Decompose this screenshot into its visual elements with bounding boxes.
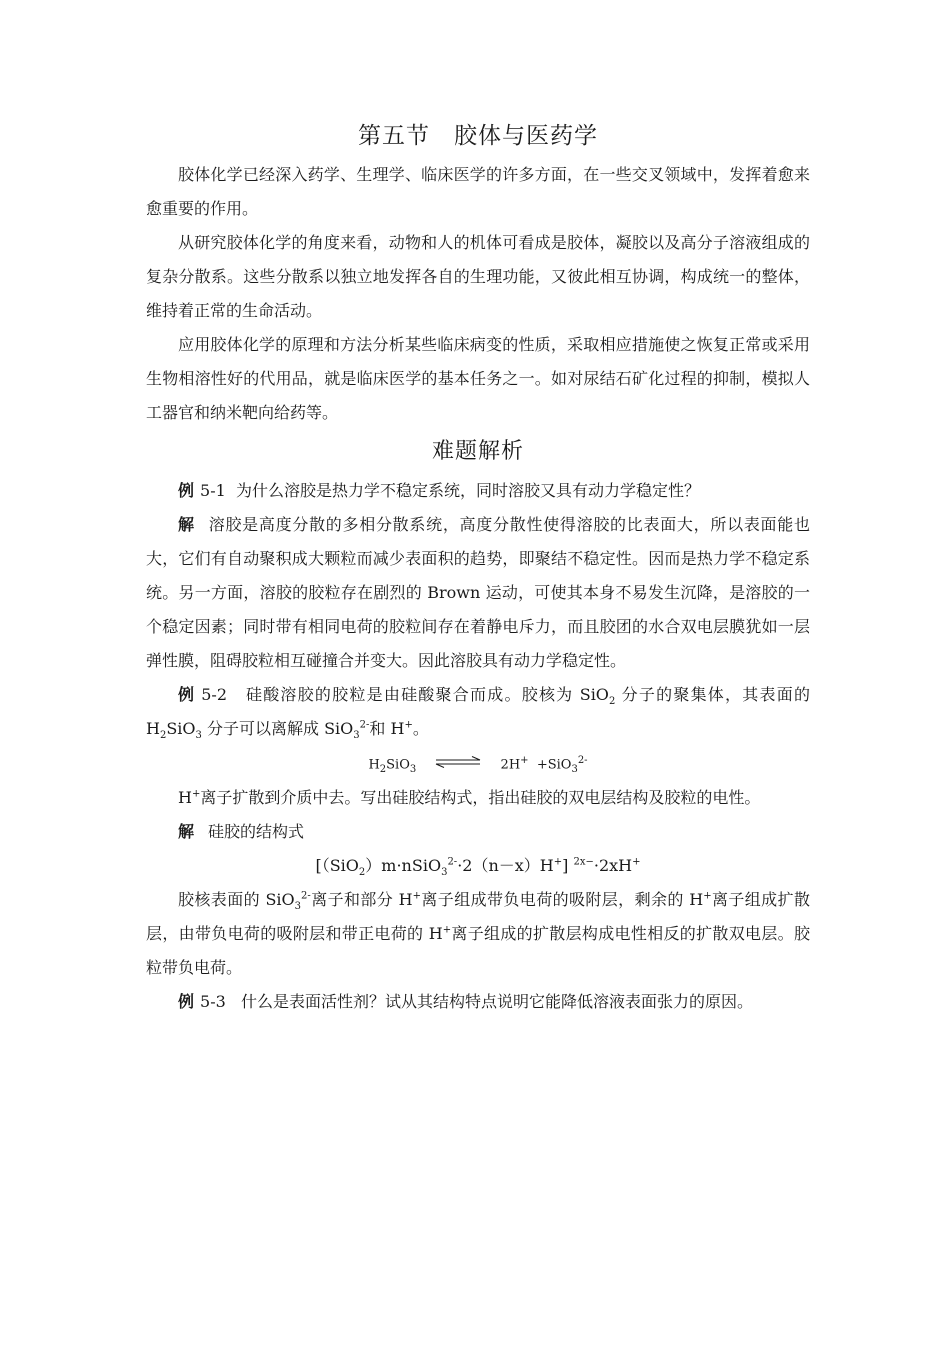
subscript: 2 — [379, 764, 387, 776]
question-text: 分子可以离解成 SiO — [201, 719, 354, 738]
section-title: 第五节 胶体与医药学 — [358, 123, 598, 149]
formula-term: [（SiO — [315, 855, 359, 875]
answer-text: 硅胶的结构式 — [208, 821, 305, 841]
equation-term: +SiO — [536, 757, 572, 773]
example-label: 例 — [178, 685, 196, 704]
superscript: + — [632, 856, 641, 868]
subscript: 3 — [195, 730, 202, 742]
superscript: 2- — [577, 755, 588, 767]
equation-term: H — [368, 757, 380, 773]
example-number: 5-3 — [200, 991, 226, 1011]
superscript: + — [442, 924, 452, 936]
example-5-2-answer — [146, 883, 810, 985]
formula-term: ·2xH — [593, 855, 633, 875]
superscript: + — [553, 856, 563, 868]
subscript: 3 — [441, 866, 448, 878]
superscript: 2- — [359, 719, 370, 731]
example-5-3-question — [146, 985, 810, 1019]
superscript: 2x− — [573, 856, 594, 868]
subscript: 2 — [159, 730, 167, 742]
example-label: 例 — [178, 991, 195, 1011]
formula-term: ] — [562, 855, 569, 875]
answer-text: 离子组成的扩散层构成电性相反的扩散双电层。胶粒带负电荷。 — [146, 923, 810, 977]
answer-label: 解 — [178, 821, 195, 841]
superscript: 2- — [447, 856, 458, 868]
subscript: 2 — [358, 866, 366, 878]
subsection-title: 难题解析 — [431, 439, 524, 464]
page-content — [146, 118, 810, 1019]
superscript: + — [404, 719, 413, 731]
example-question-text: 什么是表面活性剂？试从其结构特点说明它能降低溶液表面张力的原因。 — [241, 991, 754, 1011]
dissociation-equation — [146, 750, 810, 781]
intro-paragraph-2: 从研究胶体化学的角度来看，动物和人的机体可看成是胶体，凝胶以及高分子溶液组成的复杂分散系。这些分散系以独立地发挥各自的生理功能，又彼此相互协调，构成统一的整体，维持着正常的生命活动。 — [146, 233, 810, 320]
silica-gel-structure-formula — [146, 849, 810, 883]
example-number: 5-2 — [201, 685, 227, 704]
subscript: 2 — [608, 696, 616, 708]
example-question-text: 为什么溶胶是热力学不稳定系统，同时溶胶又具有动力学稳定性？ — [235, 481, 700, 500]
question-text: 。 — [412, 719, 429, 738]
example-5-2-answer-intro — [146, 815, 810, 849]
answer-text: 离子和部分 H — [310, 889, 413, 909]
example-5-1-question — [146, 474, 810, 508]
example-5-2-question-continued — [146, 781, 810, 815]
answer-label: 解 — [178, 515, 195, 534]
formula-term: ）m·nSiO — [365, 855, 442, 875]
intro-paragraph-3: 应用胶体化学的原理和方法分析某些临床病变的性质，采取相应措施使之恢复正常或采用生物相溶性好的代用品，就是临床医学的基本任务之一。如对尿结石矿化过程的抑制，模拟人工器官和纳米靶向给药等。 — [146, 335, 810, 422]
superscript: + — [191, 788, 201, 800]
question-text: 分子的聚集体，其表面的 H — [146, 685, 810, 738]
superscript: + — [412, 890, 422, 902]
answer-text: 离子组成带负电荷的吸附层，剩余的 H — [421, 889, 704, 909]
superscript: + — [520, 755, 529, 767]
superscript: 2- — [301, 890, 311, 902]
subscript: 3 — [294, 900, 302, 912]
example-number: 5-1 — [200, 481, 226, 500]
example-5-2-question — [146, 678, 810, 746]
example-label: 例 — [178, 481, 195, 500]
subscript: 3 — [571, 764, 578, 776]
answer-text: 溶胶是高度分散的多相分散系统，高度分散性使得溶胶的比表面大，所以表面能也大，它们有自动聚积成大颗粒而减少表面积的趋势，即聚结不稳定性。因而是热力学不稳定系统。另一方面，溶胶的胶粒存在剧烈的 Brown 运动，可使其本身不易发生沉降，是溶胶的一个稳定因素；同时带有相同电荷的胶粒间存在着静电斥力，而且胶团的水合双电层膜犹如一层弹性膜，阻碍胶粒相互碰撞合并变大。因此溶胶具有动力学稳定性。 — [146, 515, 810, 670]
subscript: 3 — [409, 764, 417, 776]
subscript: 3 — [353, 730, 360, 742]
answer-text: 胶核表面的 SiO — [178, 889, 295, 909]
equilibrium-arrow-icon — [434, 750, 482, 780]
example-5-1-answer — [146, 508, 810, 678]
question-text: H — [178, 787, 192, 807]
superscript: + — [703, 890, 712, 902]
intro-paragraph-1: 胶体化学已经深入药学、生理学、临床医学的许多方面，在一些交叉领域中，发挥着愈来愈重要的作用。 — [146, 165, 810, 218]
equation-term: 2H — [500, 757, 521, 773]
question-text: 硅酸溶胶的胶粒是由硅酸聚合而成。胶核为 SiO — [245, 685, 609, 704]
answer-text: 离子组成扩散层，由带负电荷的吸附层和带正电荷的 H — [146, 889, 810, 943]
equation-term: SiO — [386, 757, 410, 773]
question-text: SiO — [166, 719, 196, 738]
formula-term: ·2（n－x）H — [457, 855, 554, 875]
question-text: 离子扩散到介质中去。写出硅胶结构式，指出硅胶的双电层结构及胶粒的电性。 — [200, 787, 761, 807]
question-text: 和 H — [369, 719, 405, 738]
